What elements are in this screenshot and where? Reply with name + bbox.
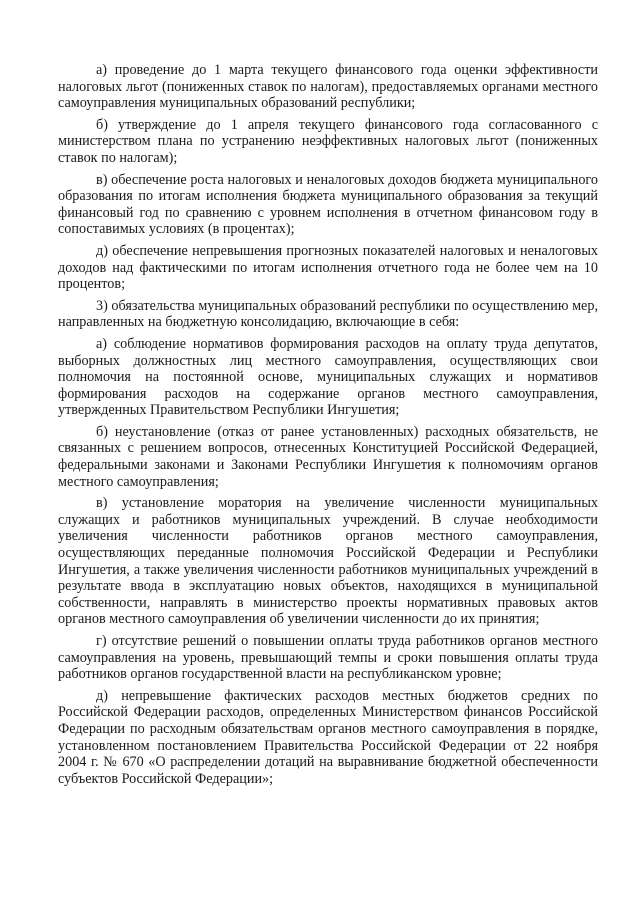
- paragraph-b-plan-approval: б) утверждение до 1 апреля текущего финансового года согласованного с министерством плана по устранению неэффективных налоговых льгот (пониженных ставок по налогам);: [58, 116, 598, 166]
- paragraph-v-revenue-growth: в) обеспечение роста налоговых и неналоговых доходов бюджета муниципального образования по итогам исполнения бюджета муниципального образования за текущий финансовый год по сравнению с уровнем исполнения в отчетном финансовом году в сопоставимых условиях (в процентах);: [58, 171, 598, 238]
- paragraph-3-budget-consolidation: 3) обязательства муниципальных образований республики по осуществлению мер, направленных на бюджетную консолидацию, включающие в себя:: [58, 297, 598, 331]
- paragraph-d-forecast-limit: д) обеспечение непревышения прогнозных показателей налоговых и неналоговых доходов над фактическими по итогам исполнения отчетного года не более чем на 10 процентов;: [58, 242, 598, 293]
- paragraph-a-tax-benefits-assessment: а) проведение до 1 марта текущего финансового года оценки эффективности налоговых льгот (пониженных ставок по налогам), предоставляемых органами местного самоуправления муниципальных образований республики;: [58, 62, 598, 112]
- paragraph-d-expense-limit: д) непревышение фактических расходов местных бюджетов средних по Российской Федерации расходов, определенных Министерством финансов Российской Федерации по расходным обязательствам органов местного самоуправления в порядке, установленном постановлением Правительства Российской Федерации от 22 ноября 2004 г. № 670 «О распределении дотаций на выравнивание бюджетной обеспеченности субъектов Российской Федерации»;: [58, 687, 598, 787]
- paragraph-v-staff-moratorium: в) установление моратория на увеличение численности муниципальных служащих и работников муниципальных учреждений. В случае необходимости увеличения численности работников органов местного самоуправления, осуществляющих переданные полномочия Российской Федерации и Республики Ингушетия, а также увеличения численности работников муниципальных учреждений в результате ввода в эксплуатацию новых объектов, находящихся в муниципальной собственности, направлять в министерство проекты нормативных правовых актов органов местного самоуправления об увеличении численности до их принятия;: [58, 495, 598, 628]
- document-page: [58, 62, 598, 792]
- paragraph-g-no-pay-increase: г) отсутствие решений о повышении оплаты труда работников органов местного самоуправления на уровень, превышающий темпы и сроки повышения оплаты труда работников органов государственной власти на республиканском уровне;: [58, 633, 598, 683]
- paragraph-a-payroll-norms: а) соблюдение нормативов формирования расходов на оплату труда депутатов, выборных должностных лиц местного самоуправления, осуществляющих свои полномочия на постоянной основе, муниципальных служащих и нормативов формирования расходов на содержание органов местного самоуправления, утвержденных Правительством Республики Ингушетия;: [58, 335, 598, 419]
- paragraph-b-no-new-obligations: б) неустановление (отказ от ранее установленных) расходных обязательств, не связанных с решением вопросов, отнесенных Конституцией Российской Федерацией, федеральными законами и Законами Республики Ингушетия к полномочиям органов местного самоуправления;: [58, 423, 598, 490]
